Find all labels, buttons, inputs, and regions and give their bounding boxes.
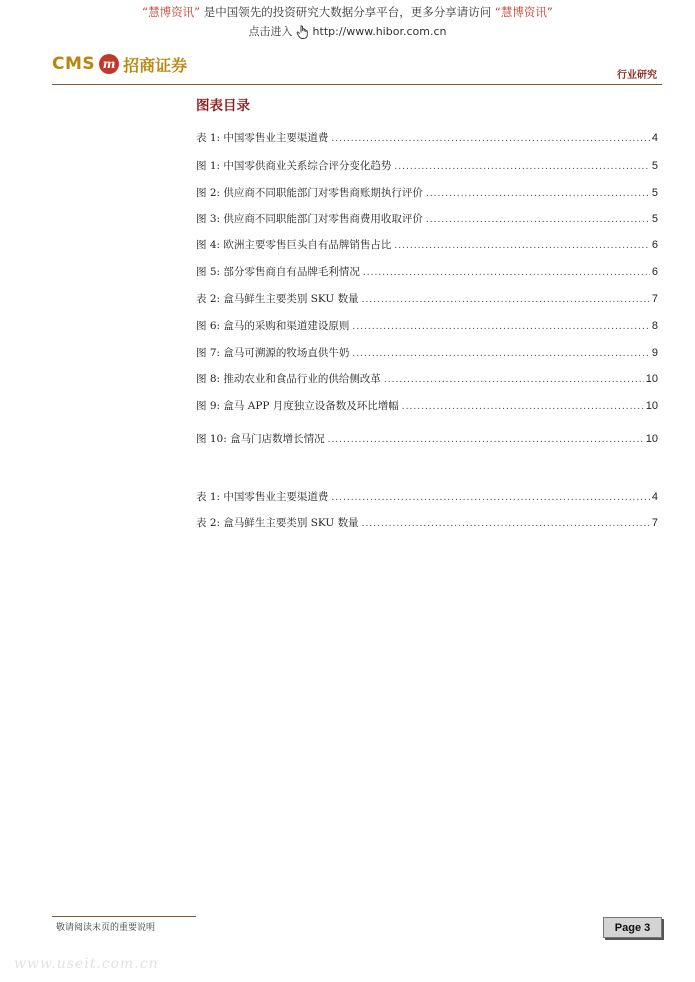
toc-leader-dots: [362, 295, 650, 305]
toc-entry-label: 图 3: 供应商不同职能部门对零售商费用收取评价: [196, 213, 423, 225]
toc-leader-dots: [394, 241, 649, 251]
toc-entry[interactable]: [196, 371, 658, 387]
toc-entry[interactable]: [196, 345, 658, 361]
toc-entry-label: 表 1: 中国零售业主要渠道费: [196, 491, 329, 503]
toc-leader-dots: [363, 268, 650, 278]
toc-leader-dots: [362, 519, 650, 529]
brand-name-link[interactable]: “慧博资讯”: [494, 5, 553, 19]
toc-entry[interactable]: [196, 264, 658, 280]
site-watermark: www.useit.com.cn: [14, 956, 159, 972]
toc-entry[interactable]: [196, 237, 658, 253]
logo-mark-icon: m: [99, 54, 119, 74]
page-number-badge: Page 3: [603, 917, 662, 938]
toc-leader-dots: [384, 375, 644, 385]
toc-entry-label: 表 2: 盒马鲜生主要类别 SKU 数量: [196, 517, 359, 529]
toc-entry-label: 图 7: 盒马可溯源的牧场直供牛奶: [196, 347, 350, 359]
company-logo: [52, 52, 187, 76]
toc-page-number: 10: [645, 373, 658, 385]
banner-link-row[interactable]: [0, 23, 695, 40]
header-divider: [52, 84, 662, 85]
toc-leader-dots: [352, 349, 649, 359]
toc-page-number: 7: [651, 293, 658, 305]
logo-chinese-name: 招商证券: [123, 55, 188, 75]
toc-entry[interactable]: [196, 431, 658, 447]
toc-leader-dots: [402, 402, 644, 412]
toc-entry[interactable]: [196, 158, 658, 174]
toc-page-number: 10: [645, 433, 658, 445]
toc-page-number: 10: [645, 400, 658, 412]
toc-entry-label: 图 2: 供应商不同职能部门对零售商账期执行评价: [196, 187, 423, 199]
disclaimer-note: 敬请阅读末页的重要说明: [56, 923, 156, 933]
toc-entry[interactable]: [196, 130, 658, 146]
footer-divider: [52, 916, 196, 917]
toc-entry[interactable]: [196, 489, 658, 505]
toc-page-number: 5: [651, 187, 658, 199]
banner-text: 是中国领先的投资研究大数据分享平台，更多分享请访问: [200, 5, 495, 19]
toc-entry[interactable]: [196, 318, 658, 334]
toc-leader-dots: [331, 134, 649, 144]
toc-entry-label: 图 6: 盒马的采购和渠道建设原则: [196, 320, 350, 332]
toc-page-number: 5: [651, 160, 658, 172]
toc-leader-dots: [394, 162, 649, 172]
toc-leader-dots: [426, 189, 650, 199]
report-category: 行业研究: [617, 70, 657, 81]
toc-entry-label: 表 2: 盒马鲜生主要类别 SKU 数量: [196, 293, 359, 305]
toc-entry-label: 图 10: 盒马门店数增长情况: [196, 433, 325, 445]
pointing-hand-icon: [295, 24, 311, 40]
click-enter-text[interactable]: 点击进入: [248, 25, 293, 38]
toc-page-number: 4: [651, 491, 658, 503]
toc-entry-label: 图 8: 推动农业和食品行业的供给侧改革: [196, 373, 381, 385]
toc-entry[interactable]: [196, 211, 658, 227]
toc-entry-label: 图 9: 盒马 APP 月度独立设备数及环比增幅: [196, 400, 399, 412]
toc-entry-label: 图 1: 中国零供商业关系综合评分变化趋势: [196, 160, 392, 172]
toc-page-number: 8: [651, 320, 658, 332]
toc-title: 图表目录: [196, 98, 250, 114]
toc-entry-label: 表 1: 中国零售业主要渠道费: [196, 132, 329, 144]
brand-name[interactable]: “慧博资讯”: [142, 5, 201, 19]
toc-page-number: 9: [651, 347, 658, 359]
toc-leader-dots: [328, 435, 644, 445]
toc-page-number: 4: [651, 132, 658, 144]
toc-leader-dots: [352, 322, 649, 332]
toc-entry[interactable]: [196, 398, 658, 414]
promo-banner: [0, 4, 695, 20]
toc-entry[interactable]: [196, 291, 658, 307]
toc-page-number: 7: [651, 517, 658, 529]
toc-page-number: 6: [651, 266, 658, 278]
toc-leader-dots: [331, 493, 649, 503]
toc-leader-dots: [426, 215, 650, 225]
toc-page-number: 5: [651, 213, 658, 225]
toc-entry[interactable]: [196, 515, 658, 531]
logo-cms-text: CMS: [52, 54, 96, 74]
toc-entry-label: 图 5: 部分零售商自有品牌毛利情况: [196, 266, 360, 278]
toc-page-number: 6: [651, 239, 658, 251]
toc-entry-label: 图 4: 欧洲主要零售巨头自有品牌销售占比: [196, 239, 392, 251]
toc-entry[interactable]: [196, 185, 658, 201]
hibor-url-link[interactable]: http://www.hibor.com.cn: [312, 25, 447, 38]
